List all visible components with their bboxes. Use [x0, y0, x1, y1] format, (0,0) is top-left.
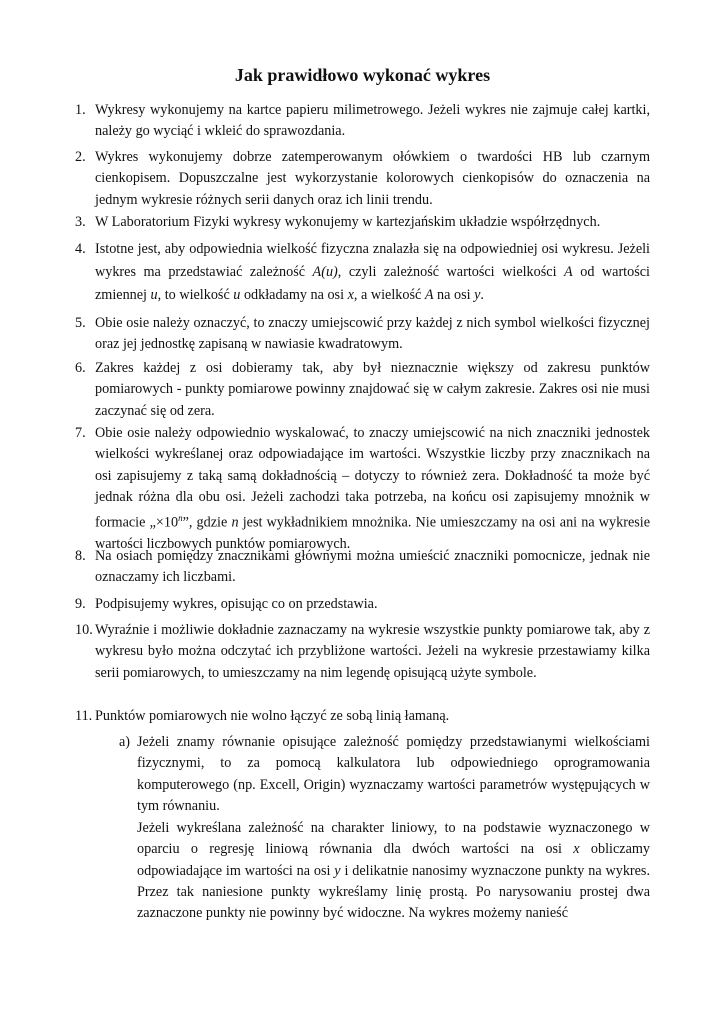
- sub-item-a: [119, 732, 650, 817]
- list-item: [75, 212, 650, 233]
- item-text: W Laboratorium Fizyki wykresy wykonujemy w kartezjańskim układzie współrzędnych.: [95, 214, 601, 230]
- item-text: Obie osie należy oznaczyć, to znaczy umiejscowić przy każdej z nich symbol wielkości fizycznej oraz jej jednostkę zapisaną w nawiasie kwadratowym.: [95, 315, 650, 353]
- item-number: 3.: [75, 214, 86, 230]
- list-item: [75, 358, 650, 422]
- formula-A-of-u: A(u): [312, 264, 338, 280]
- item-number: 11.: [75, 708, 93, 724]
- item-text: Na osiach pomiędzy znacznikami głównymi można umieścić znaczniki pomocnicze, jednak nie oznaczamy ich liczbami.: [95, 548, 650, 586]
- item-text: Wykres wykonujemy dobrze zatemperowanym ołówkiem o twardości HB lub czarnym cienkopisem. Dopuszczalne jest wykorzystanie kolorowych cienkopisów do oznaczenia na jednym wykresie różnych serii danych oraz ich linii trendu.: [95, 149, 650, 208]
- item-number: 6.: [75, 360, 86, 376]
- item-number: 1.: [75, 102, 86, 118]
- item-number: 5.: [75, 315, 86, 331]
- item-text: Wyraźnie i możliwie dokładnie zaznaczamy na wykresie wszystkie punkty pomiarowe tak, aby z wykresu było można odczytać ich przybliżone wartości. Jeżeli na wykresie przestawiamy kilka serii pomiarowych, to umieszczamy na nim legendę opisującą użyte symbole.: [95, 622, 650, 681]
- list-item: [75, 620, 650, 684]
- list-item: [75, 546, 650, 589]
- list-item: [75, 594, 650, 615]
- sub-item-letter: a): [119, 734, 131, 750]
- item-number: 8.: [75, 548, 86, 564]
- list-item: [75, 238, 650, 307]
- item-text: Zakres każdej z osi dobieramy tak, aby był nieznacznie większy od zakresu punktów pomiarowych - punkty pomiarowe powinny znajdować się w całym zakresie. Zakres osi nie musi zaczynać się od zera.: [95, 360, 650, 419]
- item-number: 10.: [75, 622, 93, 638]
- item-text: Istotne jest, aby odpowiednia wielkość fizyczna znalazła się na odpowiedniej osi wykresu. Jeżeli wykres ma przedstawiać zależność A(u), czyli zależność wartości wielkości A od wartości zmiennej u, to wielkość u odkładamy na osi x, a wielkość A na osi y.: [95, 241, 650, 303]
- item-text: Obie osie należy odpowiednio wyskalować, to znaczy umiejscowić na nich znaczniki jednostek wielkości wykreślanej oraz odpowiadające im wartości. Wszystkie liczby przy znacznikach na osi zapisujemy z taką samą dokładnością – dotyczy to również zera. Dokładność ta może być jednak różna dla obu osi. Jeżeli zachodzi taka potrzeba, na końcu osi zapisujemy mnożnik w formacie $„\times 10^n$”, gdzie n jest wykładnikiem mnożnika. Nie umieszczamy na osi ani na wykresie wartości liczbowych punktów pomiarowych.: [95, 425, 651, 553]
- list-item: [75, 313, 650, 356]
- sub-item-paragraph: Jeżeli wykreślana zależność na charakter liniowy, to na podstawie wyznaczonego w oparciu o regresję liniową równania dla dwóch wartości na osi x obliczamy odpowiadające im wartości na osi y i delikatnie nanosimy wyznaczone punkty na wykres. Przez tak naniesione punkty wykreślamy linię prostą. Po narysowaniu prostej dwa zaznaczone punkty nie powinny być widoczne. Na wykres możemy nanieść: [137, 820, 651, 922]
- sub-item-text: Jeżeli znamy równanie opisujące zależność pomiędzy przedstawianymi wielkościami fizycznymi, to za pomocą kalkulatora lub odpowiedniego oprogramowania komputerowego (np. Excell, Origin) wyznaczamy wartości parametrów występujących w tym równaniu.: [137, 734, 650, 814]
- list-item: [75, 706, 650, 727]
- item-number: 2.: [75, 149, 86, 165]
- item-text: Punktów pomiarowych nie wolno łączyć ze sobą linią łamaną.: [95, 708, 450, 724]
- list-item: [75, 423, 650, 556]
- page-title: Jak prawidłowo wykonać wykres: [234, 65, 491, 85]
- item-text: Wykresy wykonujemy na kartce papieru milimetrowego. Jeżeli wykres nie zajmuje całej kartki, należy go wyciąć i wkleić do sprawozdania.: [95, 102, 650, 140]
- list-item: [75, 147, 650, 211]
- list-item: [75, 100, 650, 143]
- item-number: 9.: [75, 596, 86, 612]
- item-number: 4.: [75, 241, 86, 257]
- item-number: 7.: [75, 425, 86, 441]
- item-text: Podpisujemy wykres, opisując co on przedstawia.: [95, 596, 378, 612]
